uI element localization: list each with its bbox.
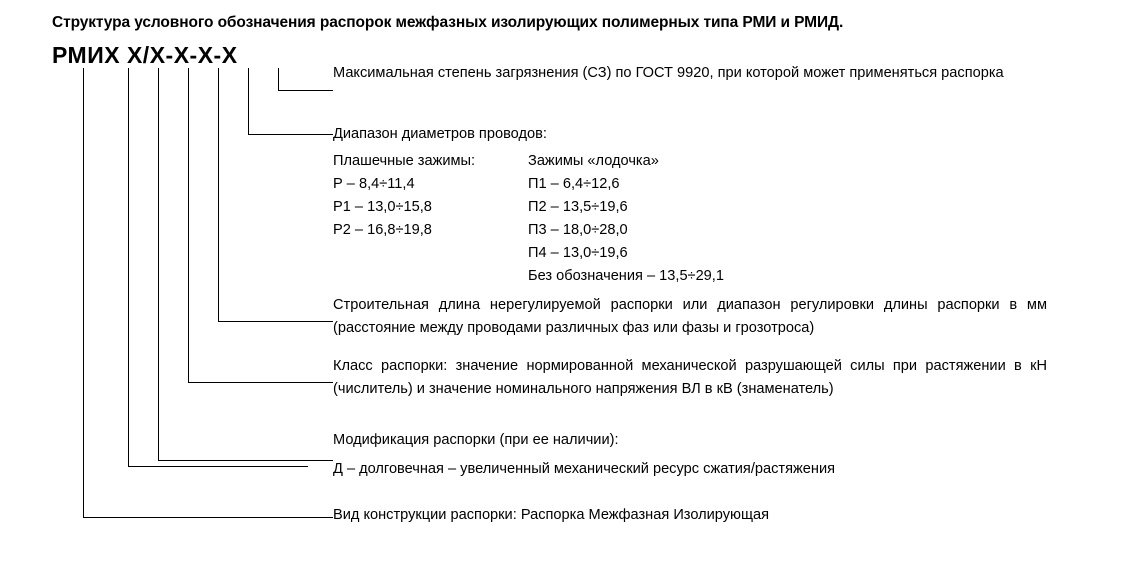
product-code-label: РМИХ X/X-X-X-X bbox=[52, 42, 238, 68]
leader-line-modification-horizontal bbox=[158, 460, 333, 461]
leader-line-construction-mid bbox=[128, 466, 308, 467]
callout-modification-item: Д – долговечная – увеличенный механический ресурс сжатия/растяжения bbox=[333, 461, 836, 477]
clamp-boat-item-4: Без обозначения – 13,5÷29,1 bbox=[528, 268, 724, 284]
leader-line-diameter-vertical bbox=[248, 68, 249, 134]
callout-clamp-boat bbox=[528, 150, 858, 288]
callout-diameter-heading: Диапазон диаметров проводов: bbox=[333, 126, 547, 142]
leader-line-construction-vertical bbox=[128, 68, 129, 466]
leader-line-pollution-horizontal bbox=[278, 90, 333, 91]
page-title: Структура условного обозначения распорок межфазных изолирующих полимерных типа РМИ и РМИД. bbox=[52, 14, 844, 31]
callout-length: Строительная длина нерегулируемой распорки или диапазон регулировки длины распорки в мм (расстояние между проводами различных фаз или фазы и грозотроса) bbox=[333, 297, 1047, 336]
leader-line-length-vertical bbox=[218, 68, 219, 321]
leader-line-class-vertical bbox=[188, 68, 189, 382]
callout-clamp-flat bbox=[333, 150, 533, 242]
callout-modification-heading: Модификация распорки (при ее наличии): bbox=[333, 432, 619, 448]
callout-pollution: Максимальная степень загрязнения (СЗ) по ГОСТ 9920, при которой может применяться распорка bbox=[333, 65, 1004, 81]
clamp-flat-item-1: Р1 – 13,0÷15,8 bbox=[333, 199, 432, 215]
leader-line-class-horizontal bbox=[188, 382, 333, 383]
clamp-flat-item-2: Р2 – 16,8÷19,8 bbox=[333, 222, 432, 238]
leader-line-pollution-vertical bbox=[278, 68, 279, 90]
callout-construction: Вид конструкции распорки: Распорка Межфазная Изолирующая bbox=[333, 507, 770, 523]
clamp-flat-item-0: Р – 8,4÷11,4 bbox=[333, 176, 415, 192]
leader-line-modification-vertical bbox=[158, 68, 159, 460]
clamp-boat-item-0: П1 – 6,4÷12,6 bbox=[528, 176, 620, 192]
clamp-flat-heading: Плашечные зажимы: bbox=[333, 153, 476, 169]
callout-class: Класс распорки: значение нормированной механической разрушающей силы при растяжении в кН (числитель) и значение номинального напряжения ВЛ в кВ (знаменатель) bbox=[333, 358, 1047, 397]
clamp-boat-item-3: П4 – 13,0÷19,6 bbox=[528, 245, 628, 261]
clamp-boat-item-2: П3 – 18,0÷28,0 bbox=[528, 222, 628, 238]
leader-line-construction-outer-vertical bbox=[83, 68, 84, 517]
leader-line-construction-horizontal bbox=[83, 517, 333, 518]
clamp-boat-item-1: П2 – 13,5÷19,6 bbox=[528, 199, 628, 215]
leader-line-diameter-horizontal bbox=[248, 134, 333, 135]
leader-line-length-horizontal bbox=[218, 321, 333, 322]
clamp-boat-heading: Зажимы «лодочка» bbox=[528, 153, 659, 169]
